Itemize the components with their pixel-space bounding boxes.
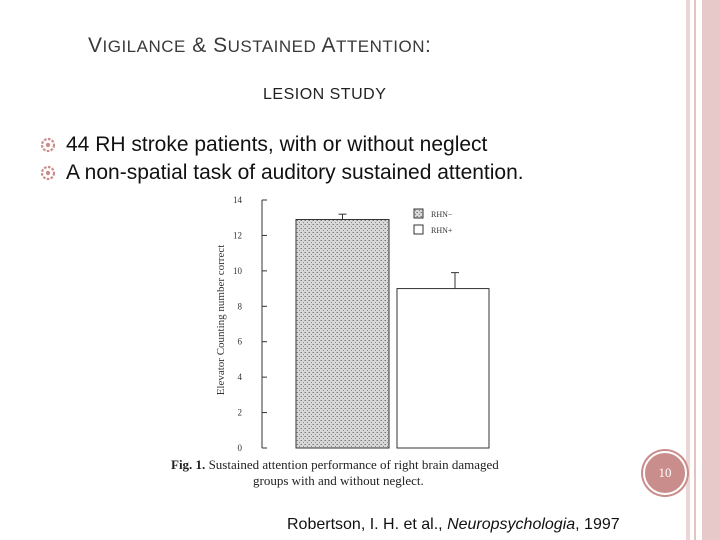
legend-label: RHN−: [431, 210, 453, 219]
title-part: V: [88, 34, 103, 57]
title-part: :: [425, 34, 432, 57]
gear-bullet-icon: [40, 165, 56, 181]
caption-line: groups with and without neglect.: [253, 473, 424, 488]
title-part: A: [321, 34, 336, 57]
bar-1: [296, 219, 389, 448]
legend-swatch: [414, 225, 423, 234]
citation-year: , 1997: [575, 516, 620, 533]
y-tick-label: 10: [233, 265, 242, 276]
y-tick-label: 8: [237, 301, 242, 312]
y-tick-label: 0: [237, 443, 242, 453]
title-part: TTENTION: [336, 37, 425, 56]
y-axis-label: Elevator Counting number correct: [215, 244, 227, 396]
citation-authors: Robertson, I. H. et al.,: [287, 516, 448, 533]
border-stripe: [702, 0, 720, 540]
y-tick-label: 6: [237, 336, 242, 347]
y-tick-label: 14: [233, 195, 242, 205]
citation: [287, 516, 620, 534]
bullet-text: A non-spatial task of auditory sustained attention.: [66, 161, 524, 184]
legend-swatch: [414, 209, 423, 218]
legend-label: RHN+: [431, 226, 453, 235]
bullet-list: [40, 131, 524, 187]
slide-title: [88, 34, 431, 58]
caption-line: Sustained attention performance of right brain damaged: [205, 457, 499, 472]
border-stripe: [694, 0, 696, 540]
title-part: S: [213, 34, 228, 57]
y-tick-label: 12: [233, 230, 242, 241]
bar-chart: [165, 192, 505, 454]
bullet-item: [40, 159, 524, 187]
slide-subtitle: LESION STUDY: [263, 86, 387, 103]
slide-right-border: [680, 0, 720, 540]
y-tick-label: 2: [237, 407, 242, 418]
y-tick-label: 4: [237, 372, 242, 383]
bullet-text: 44 RH stroke patients, with or without neglect: [66, 133, 488, 156]
border-stripe: [686, 0, 690, 540]
figure-caption: [171, 457, 499, 489]
bar-2: [397, 289, 489, 448]
page-number-badge: 10: [643, 451, 687, 495]
bullet-item: [40, 131, 524, 159]
gear-bullet-icon: [40, 137, 56, 153]
title-part: IGILANCE: [102, 37, 186, 56]
chart-legend: [414, 209, 453, 235]
title-part: USTAINED: [227, 37, 317, 56]
bars: [296, 214, 489, 448]
caption-fig-label: Fig. 1.: [171, 457, 206, 472]
title-part: &: [192, 34, 207, 57]
citation-journal: Neuropsychologia: [447, 516, 576, 533]
